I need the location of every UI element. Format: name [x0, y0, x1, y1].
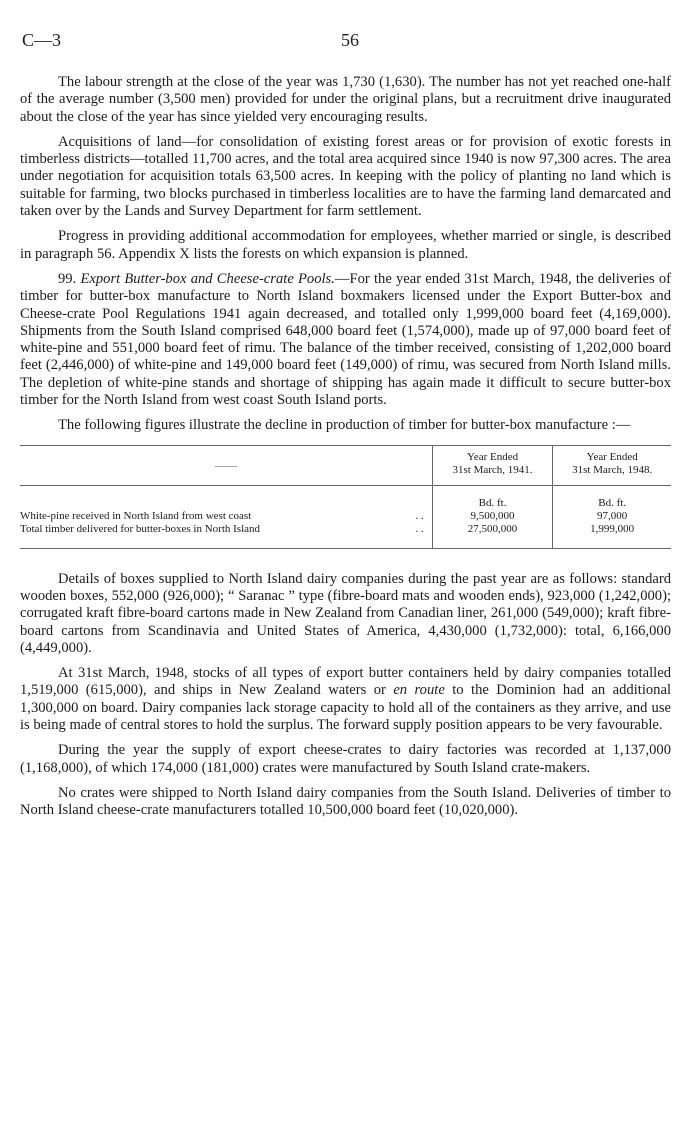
unit-label: Bd. ft.	[552, 486, 671, 510]
paragraph-container-stocks: At 31st March, 1948, stocks of all types of export butter containers held by dairy companies totalled 1,519,000 (615,000), and ships in New Zealand waters or en route to the Dominion had an additional 1,300,000 on board. Dairy companies lack storage capacity to hold all of the containers as they arrive, and use is being made of central stores to hold the surplus. The forward supply position appears to be very favourable.	[20, 665, 672, 734]
page-body	[20, 74, 671, 828]
paragraph-crate-deliveries: No crates were shipped to North Island dairy companies from the South Island. Deliveries of timber to North Island cheese-crate manufacturers totalled 10,500,000 board feet (10,020,000).	[20, 784, 671, 819]
cell-value-1948: 97,000	[552, 510, 671, 523]
table-row	[20, 523, 671, 548]
header-line: Year Ended	[586, 450, 638, 463]
page-header	[20, 30, 680, 58]
paragraph-table-intro: The following figures illustrate the decline in production of timber for butter-box manufacture :—	[58, 417, 631, 434]
cell-value-1941: 27,500,000	[432, 523, 553, 548]
page-number: 56	[341, 30, 359, 50]
column-header-1948	[552, 446, 671, 485]
dot-leader: . .	[415, 509, 424, 522]
unit-label: Bd. ft.	[432, 486, 553, 510]
table-header-row	[20, 446, 671, 485]
italic-phrase: en route	[393, 682, 445, 699]
cell-value-1941: 9,500,000	[432, 510, 553, 523]
row-label: White-pine received in North Island from west coast	[20, 509, 252, 522]
header-line: 31st March, 1948.	[572, 463, 653, 476]
paragraph-text: —For the year ended 31st March, 1948, the deliveries of timber for butter-box manufacture to North Island boxmakers licensed under the Export Butter-box and Cheese-crate Pool Regulations 1941 again decreased, and totalled only 1,999,000 board feet (4,169,000). Shipments from the South Island comprised 648,000 board feet (1,574,000), made up of 97,000 board feet of white-pine and 551,000 board feet of rimu. The balance of the timber received, consisting of 1,202,000 board feet (2,446,000) of white-pine and 149,000 board feet (149,000) of rimu, was secured from North Island mills. The depletion of white-pine stands and shortage of shipping has again made it difficult to secure butter-box timber for the North Island from west coast South Island ports.	[20, 270, 671, 409]
column-header-1941	[432, 446, 553, 485]
dot-leader: . .	[415, 522, 424, 535]
section-title: Export Butter-box and Cheese-crate Pools.	[80, 270, 335, 287]
paragraph-land-acquisitions: Acquisitions of land—for consolidation of existing forest areas or for provision of exotic forests in timberless districts—totalled 11,700 acres, and the total area acquired since 1940 is now 97,300 acres. The area under negotiation for acquisition totals 63,500 acres. In keeping with the policy of planting no land which is suitable for farming, two blocks purchased in timberless localities are to have the farming land demarcated and taken over by the Lands and Survey Department for farm settlement.	[20, 133, 671, 220]
paragraph-number: 99.	[58, 270, 77, 287]
paragraph-accommodation: Progress in providing additional accommodation for employees, whether married or single, is described in paragraph 56. Appendix X lists the forests on which expansion is planned.	[20, 228, 671, 262]
paragraph-boxes-supplied: Details of boxes supplied to North Island dairy companies during the past year are as follows: standard wooden boxes, 552,000 (926,000); “ Saranac ” type (fibre-board mats and wooden ends), 923,000 (1,242,000); corrugated kraft fibre-board cartons made in New Zealand from Canadian liner, 261,000 (549,000); kraft fibre-board cartons from Scandinavia and United States of America, 4,430,000 (1,732,000): total, 6,166,000 (4,449,000).	[20, 570, 671, 656]
paragraph-export-pools	[20, 271, 671, 409]
timber-production-table	[20, 445, 671, 549]
document-reference: C—3	[22, 30, 62, 50]
header-line: 31st March, 1941.	[452, 463, 533, 476]
table-stub-header: ——	[214, 459, 237, 472]
header-line: Year Ended	[466, 450, 519, 463]
cell-value-1948: 1,999,000	[552, 523, 671, 548]
paragraph-cheese-crates: During the year the supply of export cheese-crates to dairy factories was recorded at 1,137,000 (1,168,000), of which 174,000 (181,000) crates were manufactured by South Island crate-makers.	[20, 742, 671, 776]
table-units-row	[20, 486, 671, 510]
table-bottom-rule	[20, 548, 671, 549]
table-row	[20, 510, 671, 523]
paragraph-labour-strength: The labour strength at the close of the year was 1,730 (1,630). The number has not yet reached one-half of the average number (3,500 men) provided for under the original plans, but a recruitment drive inaugurated about the close of the year has since yielded very encouraging results.	[20, 74, 671, 125]
row-label: Total timber delivered for butter-boxes in North Island	[20, 522, 261, 535]
